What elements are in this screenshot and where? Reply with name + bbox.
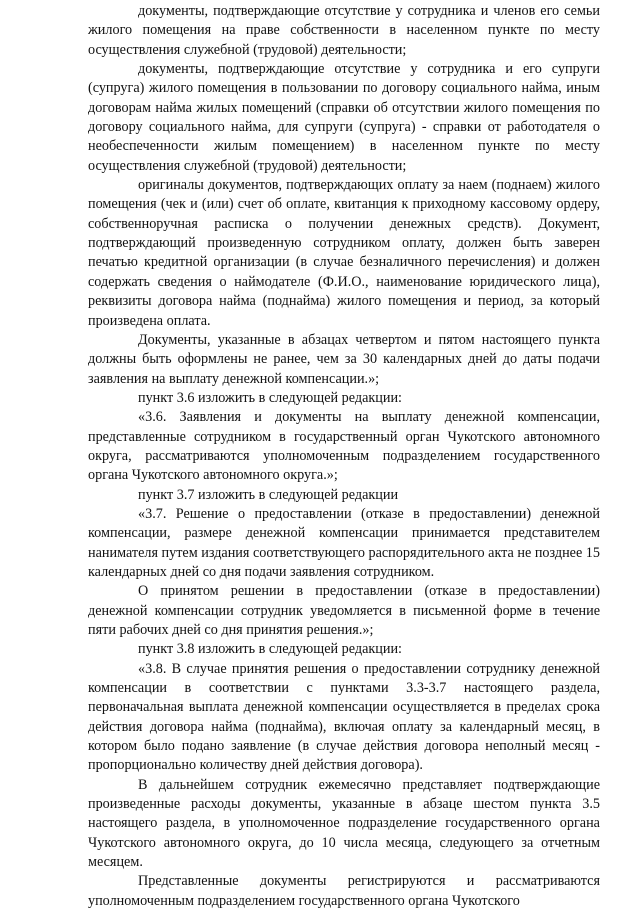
paragraph-documents-social-rent: документы, подтверждающие отсутствие у сотрудника и его супруги (супруга) жилого помещения в пользовании по договору социального найма, иным договорам найма жилых помещений (справки об отсутствии жилого помещения по договору социального найма, для супруги (супруга) - справки от работодателя о необеспеченности жилым помещением) в населенном пункте по месту осуществления служебной (трудовой) деятельности; [88,61,600,174]
paragraph-documents-deadline: Документы, указанные в абзацах четвертом и пятом настоящего пункта должны быть оформлены не ранее, чем за 30 календарных дней до даты подачи заявления на выплату денежной компенсации.»; [88,331,600,387]
paragraph-clause-3-8-monthly: В дальнейшем сотрудник ежемесячно представляет подтверждающие произведенные расходы документы, указанные в абзаце шестом пункта 3.5 настоящего раздела, в уполномоченное подразделение государственного органа Чукотского автономного округа, до 10 числа месяца, следующего за отчетным месяцем. [88,776,600,871]
paragraph-amend-3-8: пункт 3.8 изложить в следующей редакции: [138,641,402,658]
paragraph-clause-3-8: «3.8. В случае принятия решения о предоставлении сотруднику денежной компенсации в соответствии с пунктами 3.3-3.7 настоящего раздела, первоначальная выплата денежной компенсации осуществляется в пределах срока действия договора найма (поднайма), включая оплату за календарный месяц, в котором было подано заявление (в случае действия договора неполный месяц - пропорционально количеству дней действия договора). [88,660,600,774]
paragraph-clause-3-8-review: Представленные документы регистрируются и рассматриваются уполномоченным подразделением государственного органа Чукотского [88,873,600,909]
paragraph-clause-3-7: «3.7. Решение о предоставлении (отказе в предоставлении) денежной компенсации, размере денежной компенсации принимается представителем нанимателя путем издания соответствующего распорядительного акта не позднее 15 календарных дней со дня подачи заявления сотрудником. [88,505,600,580]
paragraph-documents-ownership: документы, подтверждающие отсутствие у сотрудника и членов его семьи жилого помещения на праве собственности в населенном пункте по месту осуществления служебной (трудовой) деятельности; [88,3,600,58]
document-body [88,2,600,911]
paragraph-amend-3-6: пункт 3.6 изложить в следующей редакции: [138,389,402,406]
paragraph-payment-originals: оригиналы документов, подтверждающих оплату за наем (поднаем) жилого помещения (чек и (или) счет об оплате, квитанция к приходному кассовому ордеру, собственноручная расписка о получении денежных средств). Документ, подтверждающий произведенную сотрудником оплату, должен быть заверен печатью кредитной организации (в случае безналичного перечисления) и должен содержать сведения о наймодателе (Ф.И.О., наименование юридического лица), реквизиты договора найма (поднайма) жилого помещения и период, за который произведена оплата. [88,177,600,329]
paragraph-clause-3-6: «3.6. Заявления и документы на выплату денежной компенсации, представленные сотрудником в государственный орган Чукотского автономного округа, рассматриваются уполномоченным подразделением государственного органа Чукотского автономного округа.»; [88,409,600,484]
paragraph-amend-3-7: пункт 3.7 изложить в следующей редакции [138,486,399,503]
paragraph-clause-3-7-notice: О принятом решении в предоставлении (отказе в предоставлении) денежной компенсации сотрудник уведомляется в письменной форме в течение пяти рабочих дней со дня принятия решения.»; [88,583,600,638]
